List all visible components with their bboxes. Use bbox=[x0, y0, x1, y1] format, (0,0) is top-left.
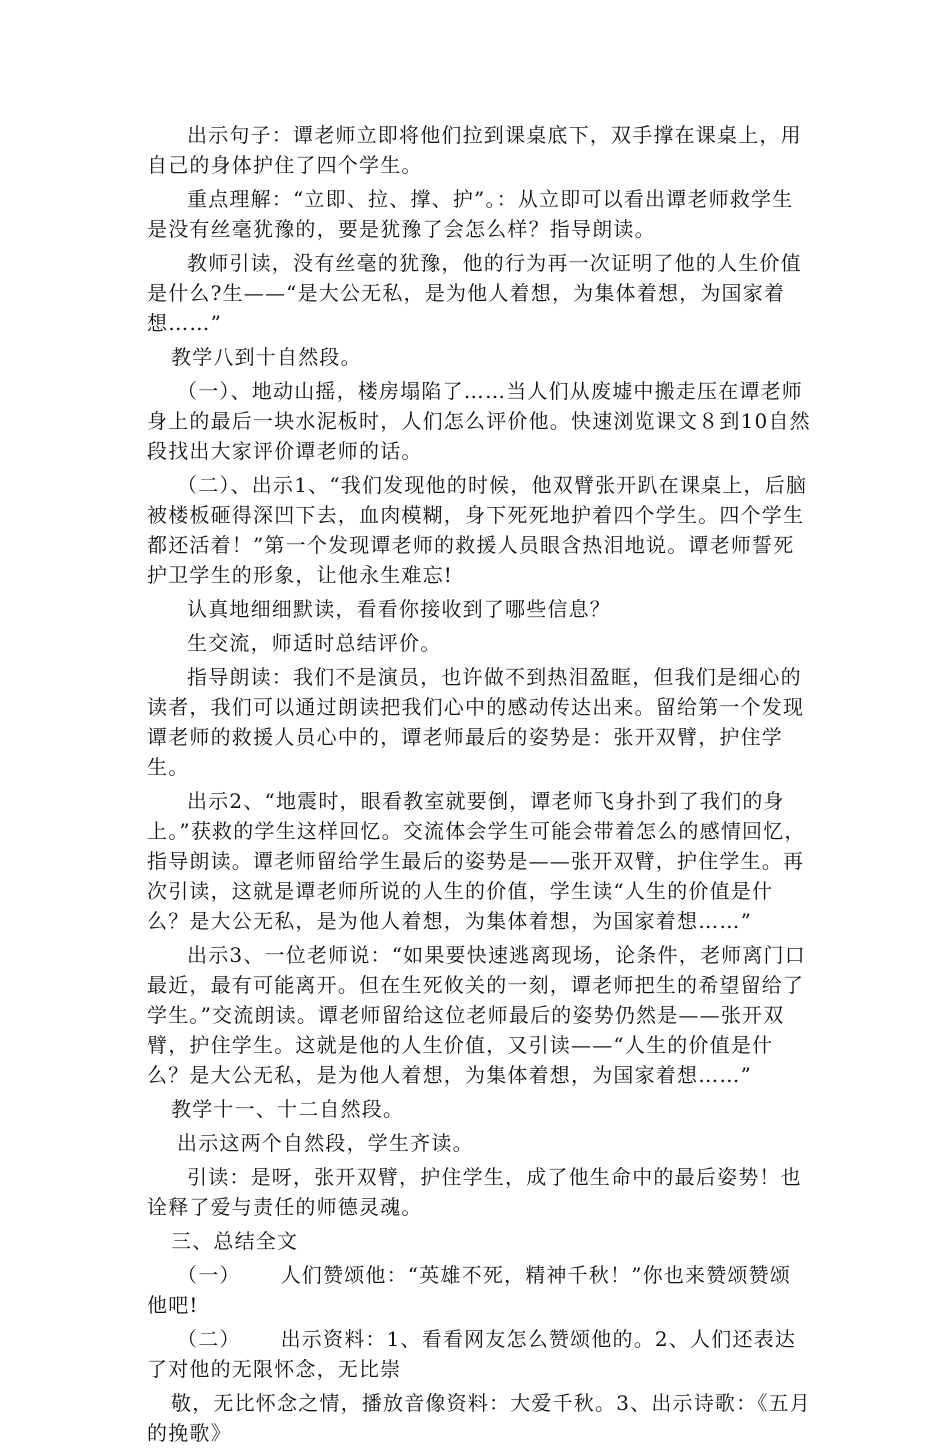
paragraph: 认真地细细默读，看看你接收到了哪些信息？ bbox=[187, 597, 611, 621]
paragraph: 出示3、一位老师说：“如果要快速逃离现场，论条件，老师离门口最近，最有可能离开。但在生死攸关的一刻，谭老师把生的希望留给了学生。”交流朗读。谭老师留给这位老师最后的姿势仍然是——张开双臂，护住学生。这就是他的人生价值，又引读——“人生的价值是什么？是大公无私，是为他人着想，为集体着想，为国家着想……” bbox=[147, 943, 806, 1087]
paragraph: 重点理解：“立即、拉、撑、护”。：从立即可以看出谭老师救学生是没有丝毫犹豫的，要是犹豫了会怎么样？指导朗读。 bbox=[147, 187, 794, 241]
section-heading: 教学十一、十二自然段。 bbox=[171, 1097, 405, 1121]
paragraph: 教师引读，没有丝毫的犹豫，他的行为再一次证明了他的人生价值是什么?生——“是大公无私，是为他人着想，为集体着想，为国家着想……” bbox=[147, 251, 802, 335]
section-heading: 三、总结全文 bbox=[171, 1229, 299, 1253]
paragraph bbox=[147, 1260, 812, 1320]
paragraph: （二）、出示1、“我们发现他的时候，他双臂张开趴在课桌上，后脑被楼板砸得深凹下去，血肉模糊，身下死死地护着四个学生。四个学生都还活着！”第一个发现谭老师的救援人员眼含热泪地说。谭老师誓死护卫学生的形象，让他永生难忘! bbox=[147, 473, 808, 587]
item-text: 人们赞颂他：“英雄不死，精神千秋！”你也来赞颂赞颂他吧! bbox=[147, 1263, 792, 1317]
section-heading: 教学八到十自然段。 bbox=[171, 345, 362, 369]
paragraph: 敬，无比怀念之情，播放音像资料：大爱千秋。3、出示诗歌：《五月的挽歌》 bbox=[147, 1391, 811, 1445]
item-text: 出示资料：1、看看网友怎么赞颂他的。2、人们还表达了对他的无限怀念，无比崇 bbox=[147, 1327, 797, 1381]
paragraph: 生交流，师适时总结评价。 bbox=[187, 631, 442, 655]
paragraph: 出示2、“地震时，眼看教室就要倒，谭老师飞身扑到了我们的身上。”获救的学生这样回忆。交流体会学生可能会带着怎么的感情回忆，指导朗读。谭老师留给学生最后的姿势是——张开双臂，护住学生。再次引读，这就是谭老师所说的人生的价值，学生读“人生的价值是什么？是大公无私，是为他人着想，为集体着想，为国家着想……” bbox=[147, 789, 806, 933]
paragraph: 引读：是呀，张开双臂，护住学生，成了他生命中的最后姿势！也诠释了爱与责任的师德灵魂。 bbox=[147, 1165, 802, 1219]
paragraph: 出示这两个自然段，学生齐读。 bbox=[177, 1131, 474, 1155]
paragraph: （一）、地动山摇，楼房塌陷了……当人们从废墟中搬走压在谭老师身上的最后一块水泥板时，人们怎么评价他。快速浏览课文８到10自然段找出大家评价谭老师的话。 bbox=[147, 379, 811, 463]
document-body bbox=[147, 120, 812, 1452]
paragraph bbox=[147, 1324, 812, 1384]
item-label: （一） bbox=[177, 1263, 241, 1287]
paragraph: 出示句子：谭老师立即将他们拉到课桌底下，双手撑在课桌上，用自己的身体护住了四个学生。 bbox=[147, 123, 802, 177]
item-label: （二） bbox=[177, 1327, 241, 1351]
paragraph: 指导朗读：我们不是演员，也许做不到热泪盈眶，但我们是细心的读者，我们可以通过朗读把我们心中的感动传达出来。留给第一个发现谭老师的救援人员心中的，谭老师最后的姿势是：张开双臂，护住学生。 bbox=[147, 665, 805, 779]
